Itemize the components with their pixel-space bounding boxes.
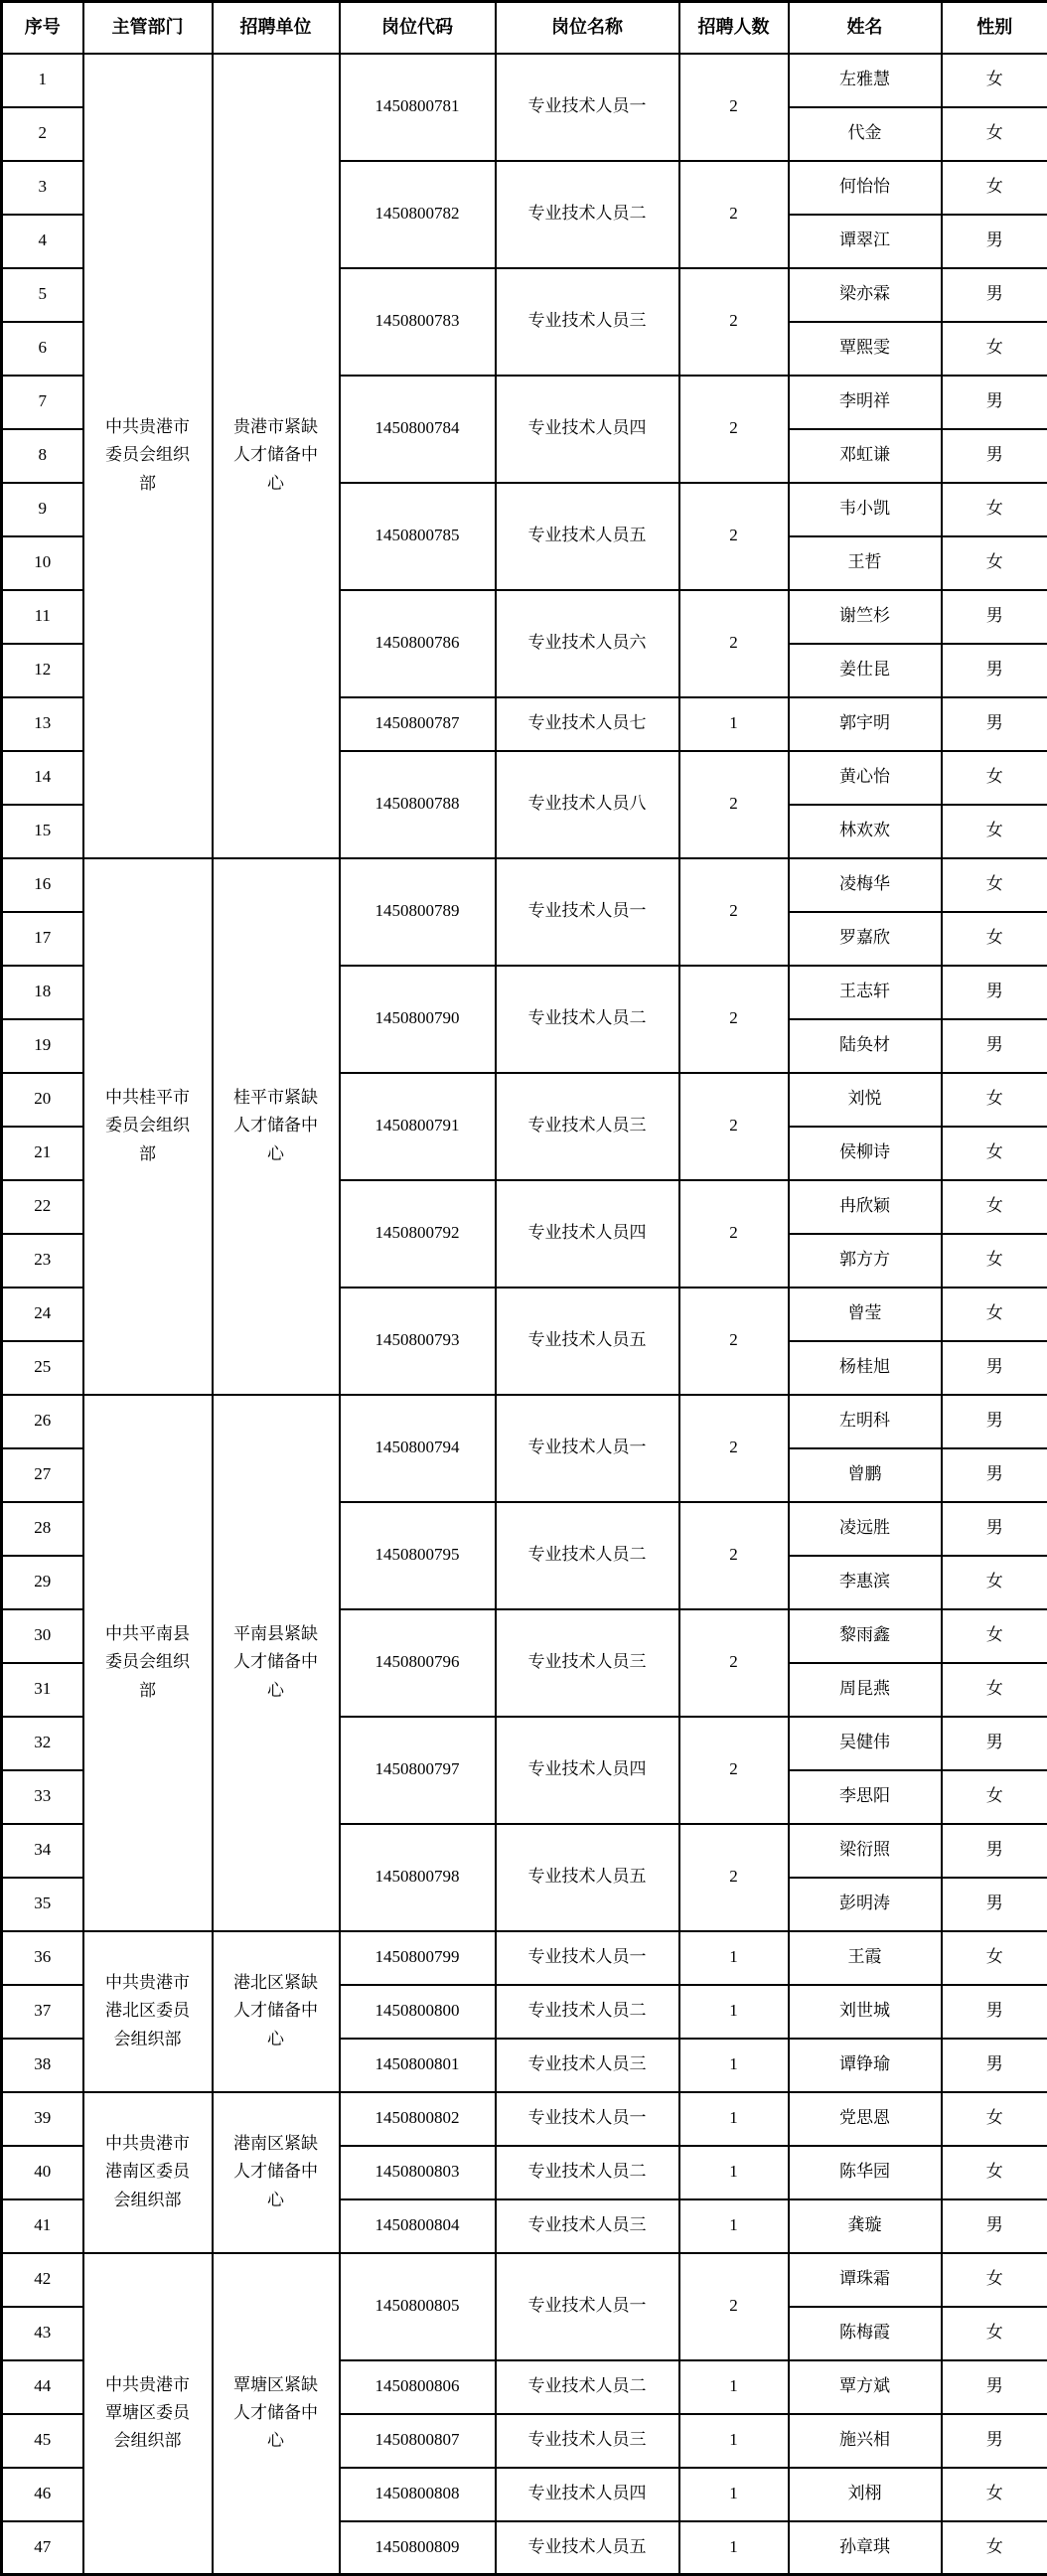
recruit-count-cell: 2 <box>679 1609 789 1717</box>
position-code-cell: 1450800800 <box>340 1985 496 2039</box>
gender-cell: 女 <box>942 161 1047 215</box>
serial-cell: 20 <box>2 1073 83 1127</box>
position-title-cell: 专业技术人员三 <box>496 2199 679 2253</box>
serial-cell: 9 <box>2 483 83 536</box>
position-code-cell: 1450800803 <box>340 2146 496 2199</box>
candidate-name-cell: 冉欣颖 <box>789 1180 942 1234</box>
candidate-name-cell: 梁亦霖 <box>789 268 942 322</box>
serial-cell: 29 <box>2 1556 83 1609</box>
serial-cell: 27 <box>2 1448 83 1502</box>
gender-cell: 男 <box>942 1341 1047 1395</box>
position-code-cell: 1450800788 <box>340 751 496 858</box>
table-row <box>2 1931 1047 1985</box>
recruiting-unit-cell: 港北区紧缺人才储备中心 <box>213 1931 340 2092</box>
recruit-count-cell: 1 <box>679 1931 789 1985</box>
serial-cell: 8 <box>2 429 83 483</box>
candidate-name-cell: 刘栩 <box>789 2468 942 2521</box>
gender-cell: 女 <box>942 1663 1047 1717</box>
serial-cell: 6 <box>2 322 83 376</box>
recruiting-unit-cell: 桂平市紧缺人才储备中心 <box>213 858 340 1395</box>
gender-cell: 男 <box>942 1448 1047 1502</box>
serial-cell: 32 <box>2 1717 83 1770</box>
candidate-name-cell: 陈华园 <box>789 2146 942 2199</box>
column-header-department: 主管部门 <box>83 2 213 54</box>
serial-cell: 23 <box>2 1234 83 1288</box>
serial-cell: 44 <box>2 2360 83 2414</box>
candidate-name-cell: 曾鹏 <box>789 1448 942 1502</box>
recruit-count-cell: 2 <box>679 1395 789 1502</box>
recruit-count-cell: 2 <box>679 1824 789 1931</box>
gender-cell: 男 <box>942 1019 1047 1073</box>
position-title-cell: 专业技术人员四 <box>496 1717 679 1824</box>
position-title-cell: 专业技术人员四 <box>496 2468 679 2521</box>
serial-cell: 46 <box>2 2468 83 2521</box>
recruit-count-cell: 2 <box>679 858 789 966</box>
gender-cell: 男 <box>942 1985 1047 2039</box>
table-row <box>2 858 1047 912</box>
candidate-name-cell: 左明科 <box>789 1395 942 1448</box>
position-title-cell: 专业技术人员三 <box>496 2039 679 2092</box>
department-cell: 中共贵港市港南区委员会组织部 <box>83 2092 213 2253</box>
position-title-cell: 专业技术人员一 <box>496 1931 679 1985</box>
gender-cell: 女 <box>942 1770 1047 1824</box>
candidate-name-cell: 韦小凯 <box>789 483 942 536</box>
department-cell: 中共桂平市委员会组织部 <box>83 858 213 1395</box>
position-title-cell: 专业技术人员四 <box>496 376 679 483</box>
gender-cell: 男 <box>942 2199 1047 2253</box>
serial-cell: 10 <box>2 536 83 590</box>
recruit-count-cell: 2 <box>679 966 789 1073</box>
position-title-cell: 专业技术人员二 <box>496 1985 679 2039</box>
gender-cell: 女 <box>942 54 1047 107</box>
gender-cell: 女 <box>942 2468 1047 2521</box>
recruit-count-cell: 2 <box>679 751 789 858</box>
position-title-cell: 专业技术人员三 <box>496 1609 679 1717</box>
position-title-cell: 专业技术人员一 <box>496 1395 679 1502</box>
candidate-name-cell: 何怡怡 <box>789 161 942 215</box>
position-code-cell: 1450800801 <box>340 2039 496 2092</box>
candidate-name-cell: 侯柳诗 <box>789 1127 942 1180</box>
gender-cell: 男 <box>942 2360 1047 2414</box>
position-title-cell: 专业技术人员一 <box>496 2253 679 2360</box>
department-cell: 中共贵港市委员会组织部 <box>83 54 213 858</box>
recruiting-unit-cell: 平南县紧缺人才储备中心 <box>213 1395 340 1931</box>
serial-cell: 38 <box>2 2039 83 2092</box>
gender-cell: 女 <box>942 536 1047 590</box>
gender-cell: 男 <box>942 2414 1047 2468</box>
candidate-name-cell: 谭铮瑜 <box>789 2039 942 2092</box>
recruit-count-cell: 2 <box>679 2253 789 2360</box>
serial-cell: 28 <box>2 1502 83 1556</box>
serial-cell: 14 <box>2 751 83 805</box>
position-code-cell: 1450800791 <box>340 1073 496 1180</box>
candidate-name-cell: 杨桂旭 <box>789 1341 942 1395</box>
serial-cell: 39 <box>2 2092 83 2146</box>
position-code-cell: 1450800787 <box>340 697 496 751</box>
position-title-cell: 专业技术人员一 <box>496 54 679 161</box>
candidate-name-cell: 谭翠江 <box>789 215 942 268</box>
recruit-count-cell: 2 <box>679 1288 789 1395</box>
serial-cell: 22 <box>2 1180 83 1234</box>
serial-cell: 36 <box>2 1931 83 1985</box>
serial-cell: 33 <box>2 1770 83 1824</box>
position-code-cell: 1450800798 <box>340 1824 496 1931</box>
serial-cell: 19 <box>2 1019 83 1073</box>
header-row <box>2 2 1047 54</box>
gender-cell: 男 <box>942 1717 1047 1770</box>
candidate-name-cell: 王哲 <box>789 536 942 590</box>
position-code-cell: 1450800792 <box>340 1180 496 1288</box>
serial-cell: 7 <box>2 376 83 429</box>
serial-cell: 15 <box>2 805 83 858</box>
candidate-name-cell: 刘世城 <box>789 1985 942 2039</box>
serial-cell: 11 <box>2 590 83 644</box>
serial-cell: 47 <box>2 2521 83 2575</box>
recruit-count-cell: 1 <box>679 2092 789 2146</box>
serial-cell: 43 <box>2 2307 83 2360</box>
candidate-name-cell: 黄心怡 <box>789 751 942 805</box>
gender-cell: 女 <box>942 2521 1047 2575</box>
position-title-cell: 专业技术人员二 <box>496 1502 679 1609</box>
position-title-cell: 专业技术人员一 <box>496 2092 679 2146</box>
serial-cell: 4 <box>2 215 83 268</box>
position-title-cell: 专业技术人员三 <box>496 268 679 376</box>
serial-cell: 37 <box>2 1985 83 2039</box>
serial-cell: 1 <box>2 54 83 107</box>
gender-cell: 女 <box>942 912 1047 966</box>
recruit-count-cell: 2 <box>679 1073 789 1180</box>
column-header-title: 岗位名称 <box>496 2 679 54</box>
gender-cell: 女 <box>942 2092 1047 2146</box>
position-code-cell: 1450800806 <box>340 2360 496 2414</box>
gender-cell: 男 <box>942 644 1047 697</box>
recruit-count-cell: 2 <box>679 268 789 376</box>
recruit-count-cell: 1 <box>679 2146 789 2199</box>
position-code-cell: 1450800783 <box>340 268 496 376</box>
position-code-cell: 1450800795 <box>340 1502 496 1609</box>
candidate-name-cell: 党思恩 <box>789 2092 942 2146</box>
serial-cell: 24 <box>2 1288 83 1341</box>
gender-cell: 男 <box>942 429 1047 483</box>
column-header-serial: 序号 <box>2 2 83 54</box>
department-cell: 中共贵港市港北区委员会组织部 <box>83 1931 213 2092</box>
candidate-name-cell: 左雅慧 <box>789 54 942 107</box>
candidate-name-cell: 曾莹 <box>789 1288 942 1341</box>
candidate-name-cell: 王霞 <box>789 1931 942 1985</box>
gender-cell: 男 <box>942 1395 1047 1448</box>
position-title-cell: 专业技术人员二 <box>496 2146 679 2199</box>
serial-cell: 41 <box>2 2199 83 2253</box>
column-header-unit: 招聘单位 <box>213 2 340 54</box>
position-title-cell: 专业技术人员五 <box>496 483 679 590</box>
position-title-cell: 专业技术人员六 <box>496 590 679 697</box>
candidate-name-cell: 王志轩 <box>789 966 942 1019</box>
recruit-count-cell: 2 <box>679 1502 789 1609</box>
position-code-cell: 1450800785 <box>340 483 496 590</box>
recruit-count-cell: 2 <box>679 590 789 697</box>
position-title-cell: 专业技术人员五 <box>496 1288 679 1395</box>
position-title-cell: 专业技术人员三 <box>496 2414 679 2468</box>
candidate-name-cell: 梁衍照 <box>789 1824 942 1878</box>
candidate-name-cell: 陆奂材 <box>789 1019 942 1073</box>
position-code-cell: 1450800802 <box>340 2092 496 2146</box>
serial-cell: 35 <box>2 1878 83 1931</box>
recruiting-unit-cell: 贵港市紧缺人才储备中心 <box>213 54 340 858</box>
recruit-count-cell: 1 <box>679 2360 789 2414</box>
position-title-cell: 专业技术人员五 <box>496 2521 679 2575</box>
serial-cell: 16 <box>2 858 83 912</box>
position-code-cell: 1450800805 <box>340 2253 496 2360</box>
candidate-name-cell: 邓虹谦 <box>789 429 942 483</box>
gender-cell: 男 <box>942 697 1047 751</box>
position-code-cell: 1450800786 <box>340 590 496 697</box>
serial-cell: 17 <box>2 912 83 966</box>
table-row <box>2 2253 1047 2307</box>
candidate-name-cell: 代金 <box>789 107 942 161</box>
recruit-count-cell: 2 <box>679 376 789 483</box>
position-title-cell: 专业技术人员四 <box>496 1180 679 1288</box>
gender-cell: 女 <box>942 1931 1047 1985</box>
gender-cell: 女 <box>942 2253 1047 2307</box>
serial-cell: 12 <box>2 644 83 697</box>
position-code-cell: 1450800793 <box>340 1288 496 1395</box>
table-body <box>2 54 1047 2575</box>
recruit-count-cell: 1 <box>679 2414 789 2468</box>
candidate-name-cell: 李思阳 <box>789 1770 942 1824</box>
recruit-count-cell: 2 <box>679 54 789 161</box>
gender-cell: 男 <box>942 2039 1047 2092</box>
column-header-name: 姓名 <box>789 2 942 54</box>
gender-cell: 男 <box>942 215 1047 268</box>
table-row <box>2 2092 1047 2146</box>
recruit-count-cell: 2 <box>679 1180 789 1288</box>
serial-cell: 45 <box>2 2414 83 2468</box>
recruit-count-cell: 2 <box>679 483 789 590</box>
serial-cell: 30 <box>2 1609 83 1663</box>
candidate-name-cell: 林欢欢 <box>789 805 942 858</box>
position-code-cell: 1450800796 <box>340 1609 496 1717</box>
gender-cell: 女 <box>942 1073 1047 1127</box>
candidate-name-cell: 凌梅华 <box>789 858 942 912</box>
candidate-name-cell: 罗嘉欣 <box>789 912 942 966</box>
gender-cell: 女 <box>942 322 1047 376</box>
position-code-cell: 1450800807 <box>340 2414 496 2468</box>
candidate-name-cell: 刘悦 <box>789 1073 942 1127</box>
position-code-cell: 1450800809 <box>340 2521 496 2575</box>
position-title-cell: 专业技术人员八 <box>496 751 679 858</box>
recruit-count-cell: 1 <box>679 2199 789 2253</box>
recruit-count-cell: 2 <box>679 1717 789 1824</box>
candidate-name-cell: 郭方方 <box>789 1234 942 1288</box>
gender-cell: 男 <box>942 1878 1047 1931</box>
serial-cell: 13 <box>2 697 83 751</box>
serial-cell: 18 <box>2 966 83 1019</box>
candidate-name-cell: 施兴相 <box>789 2414 942 2468</box>
table-header <box>2 2 1047 54</box>
position-code-cell: 1450800789 <box>340 858 496 966</box>
gender-cell: 女 <box>942 483 1047 536</box>
serial-cell: 42 <box>2 2253 83 2307</box>
candidate-name-cell: 覃熙雯 <box>789 322 942 376</box>
candidate-name-cell: 凌远胜 <box>789 1502 942 1556</box>
gender-cell: 女 <box>942 1127 1047 1180</box>
gender-cell: 女 <box>942 858 1047 912</box>
table-row <box>2 1395 1047 1448</box>
gender-cell: 男 <box>942 1502 1047 1556</box>
column-header-gender: 性别 <box>942 2 1047 54</box>
table-row <box>2 54 1047 107</box>
candidate-name-cell: 李明祥 <box>789 376 942 429</box>
gender-cell: 女 <box>942 2146 1047 2199</box>
column-header-code: 岗位代码 <box>340 2 496 54</box>
recruit-count-cell: 1 <box>679 2468 789 2521</box>
recruit-count-cell: 2 <box>679 161 789 268</box>
gender-cell: 男 <box>942 966 1047 1019</box>
gender-cell: 女 <box>942 1609 1047 1663</box>
recruit-count-cell: 1 <box>679 697 789 751</box>
serial-cell: 21 <box>2 1127 83 1180</box>
candidate-name-cell: 孙章琪 <box>789 2521 942 2575</box>
candidate-name-cell: 郭宇明 <box>789 697 942 751</box>
position-code-cell: 1450800790 <box>340 966 496 1073</box>
column-header-count: 招聘人数 <box>679 2 789 54</box>
serial-cell: 25 <box>2 1341 83 1395</box>
serial-cell: 3 <box>2 161 83 215</box>
position-title-cell: 专业技术人员二 <box>496 966 679 1073</box>
position-title-cell: 专业技术人员五 <box>496 1824 679 1931</box>
candidate-name-cell: 谢竺杉 <box>789 590 942 644</box>
gender-cell: 男 <box>942 590 1047 644</box>
department-cell: 中共贵港市覃塘区委员会组织部 <box>83 2253 213 2575</box>
candidate-name-cell: 谭珠霜 <box>789 2253 942 2307</box>
recruit-count-cell: 1 <box>679 1985 789 2039</box>
recruiting-unit-cell: 覃塘区紧缺人才储备中心 <box>213 2253 340 2575</box>
position-code-cell: 1450800782 <box>340 161 496 268</box>
gender-cell: 女 <box>942 751 1047 805</box>
candidate-name-cell: 李惠滨 <box>789 1556 942 1609</box>
position-code-cell: 1450800799 <box>340 1931 496 1985</box>
position-title-cell: 专业技术人员三 <box>496 1073 679 1180</box>
recruit-count-cell: 1 <box>679 2039 789 2092</box>
serial-cell: 26 <box>2 1395 83 1448</box>
position-code-cell: 1450800784 <box>340 376 496 483</box>
position-title-cell: 专业技术人员一 <box>496 858 679 966</box>
gender-cell: 女 <box>942 805 1047 858</box>
serial-cell: 2 <box>2 107 83 161</box>
position-code-cell: 1450800797 <box>340 1717 496 1824</box>
serial-cell: 5 <box>2 268 83 322</box>
candidate-name-cell: 陈梅霞 <box>789 2307 942 2360</box>
position-title-cell: 专业技术人员七 <box>496 697 679 751</box>
candidate-name-cell: 覃方斌 <box>789 2360 942 2414</box>
position-code-cell: 1450800794 <box>340 1395 496 1502</box>
recruit-count-cell: 1 <box>679 2521 789 2575</box>
candidate-name-cell: 黎雨鑫 <box>789 1609 942 1663</box>
position-title-cell: 专业技术人员二 <box>496 161 679 268</box>
gender-cell: 男 <box>942 1824 1047 1878</box>
gender-cell: 女 <box>942 1234 1047 1288</box>
gender-cell: 女 <box>942 1180 1047 1234</box>
candidate-name-cell: 姜仕昆 <box>789 644 942 697</box>
position-code-cell: 1450800804 <box>340 2199 496 2253</box>
department-cell: 中共平南县委员会组织部 <box>83 1395 213 1931</box>
candidate-name-cell: 彭明涛 <box>789 1878 942 1931</box>
position-code-cell: 1450800781 <box>340 54 496 161</box>
gender-cell: 女 <box>942 1556 1047 1609</box>
gender-cell: 女 <box>942 107 1047 161</box>
recruiting-unit-cell: 港南区紧缺人才储备中心 <box>213 2092 340 2253</box>
serial-cell: 40 <box>2 2146 83 2199</box>
position-code-cell: 1450800808 <box>340 2468 496 2521</box>
position-title-cell: 专业技术人员二 <box>496 2360 679 2414</box>
candidate-name-cell: 周昆燕 <box>789 1663 942 1717</box>
candidate-name-cell: 龚璇 <box>789 2199 942 2253</box>
serial-cell: 31 <box>2 1663 83 1717</box>
gender-cell: 女 <box>942 2307 1047 2360</box>
gender-cell: 男 <box>942 376 1047 429</box>
serial-cell: 34 <box>2 1824 83 1878</box>
gender-cell: 女 <box>942 1288 1047 1341</box>
gender-cell: 男 <box>942 268 1047 322</box>
candidate-name-cell: 吴健伟 <box>789 1717 942 1770</box>
